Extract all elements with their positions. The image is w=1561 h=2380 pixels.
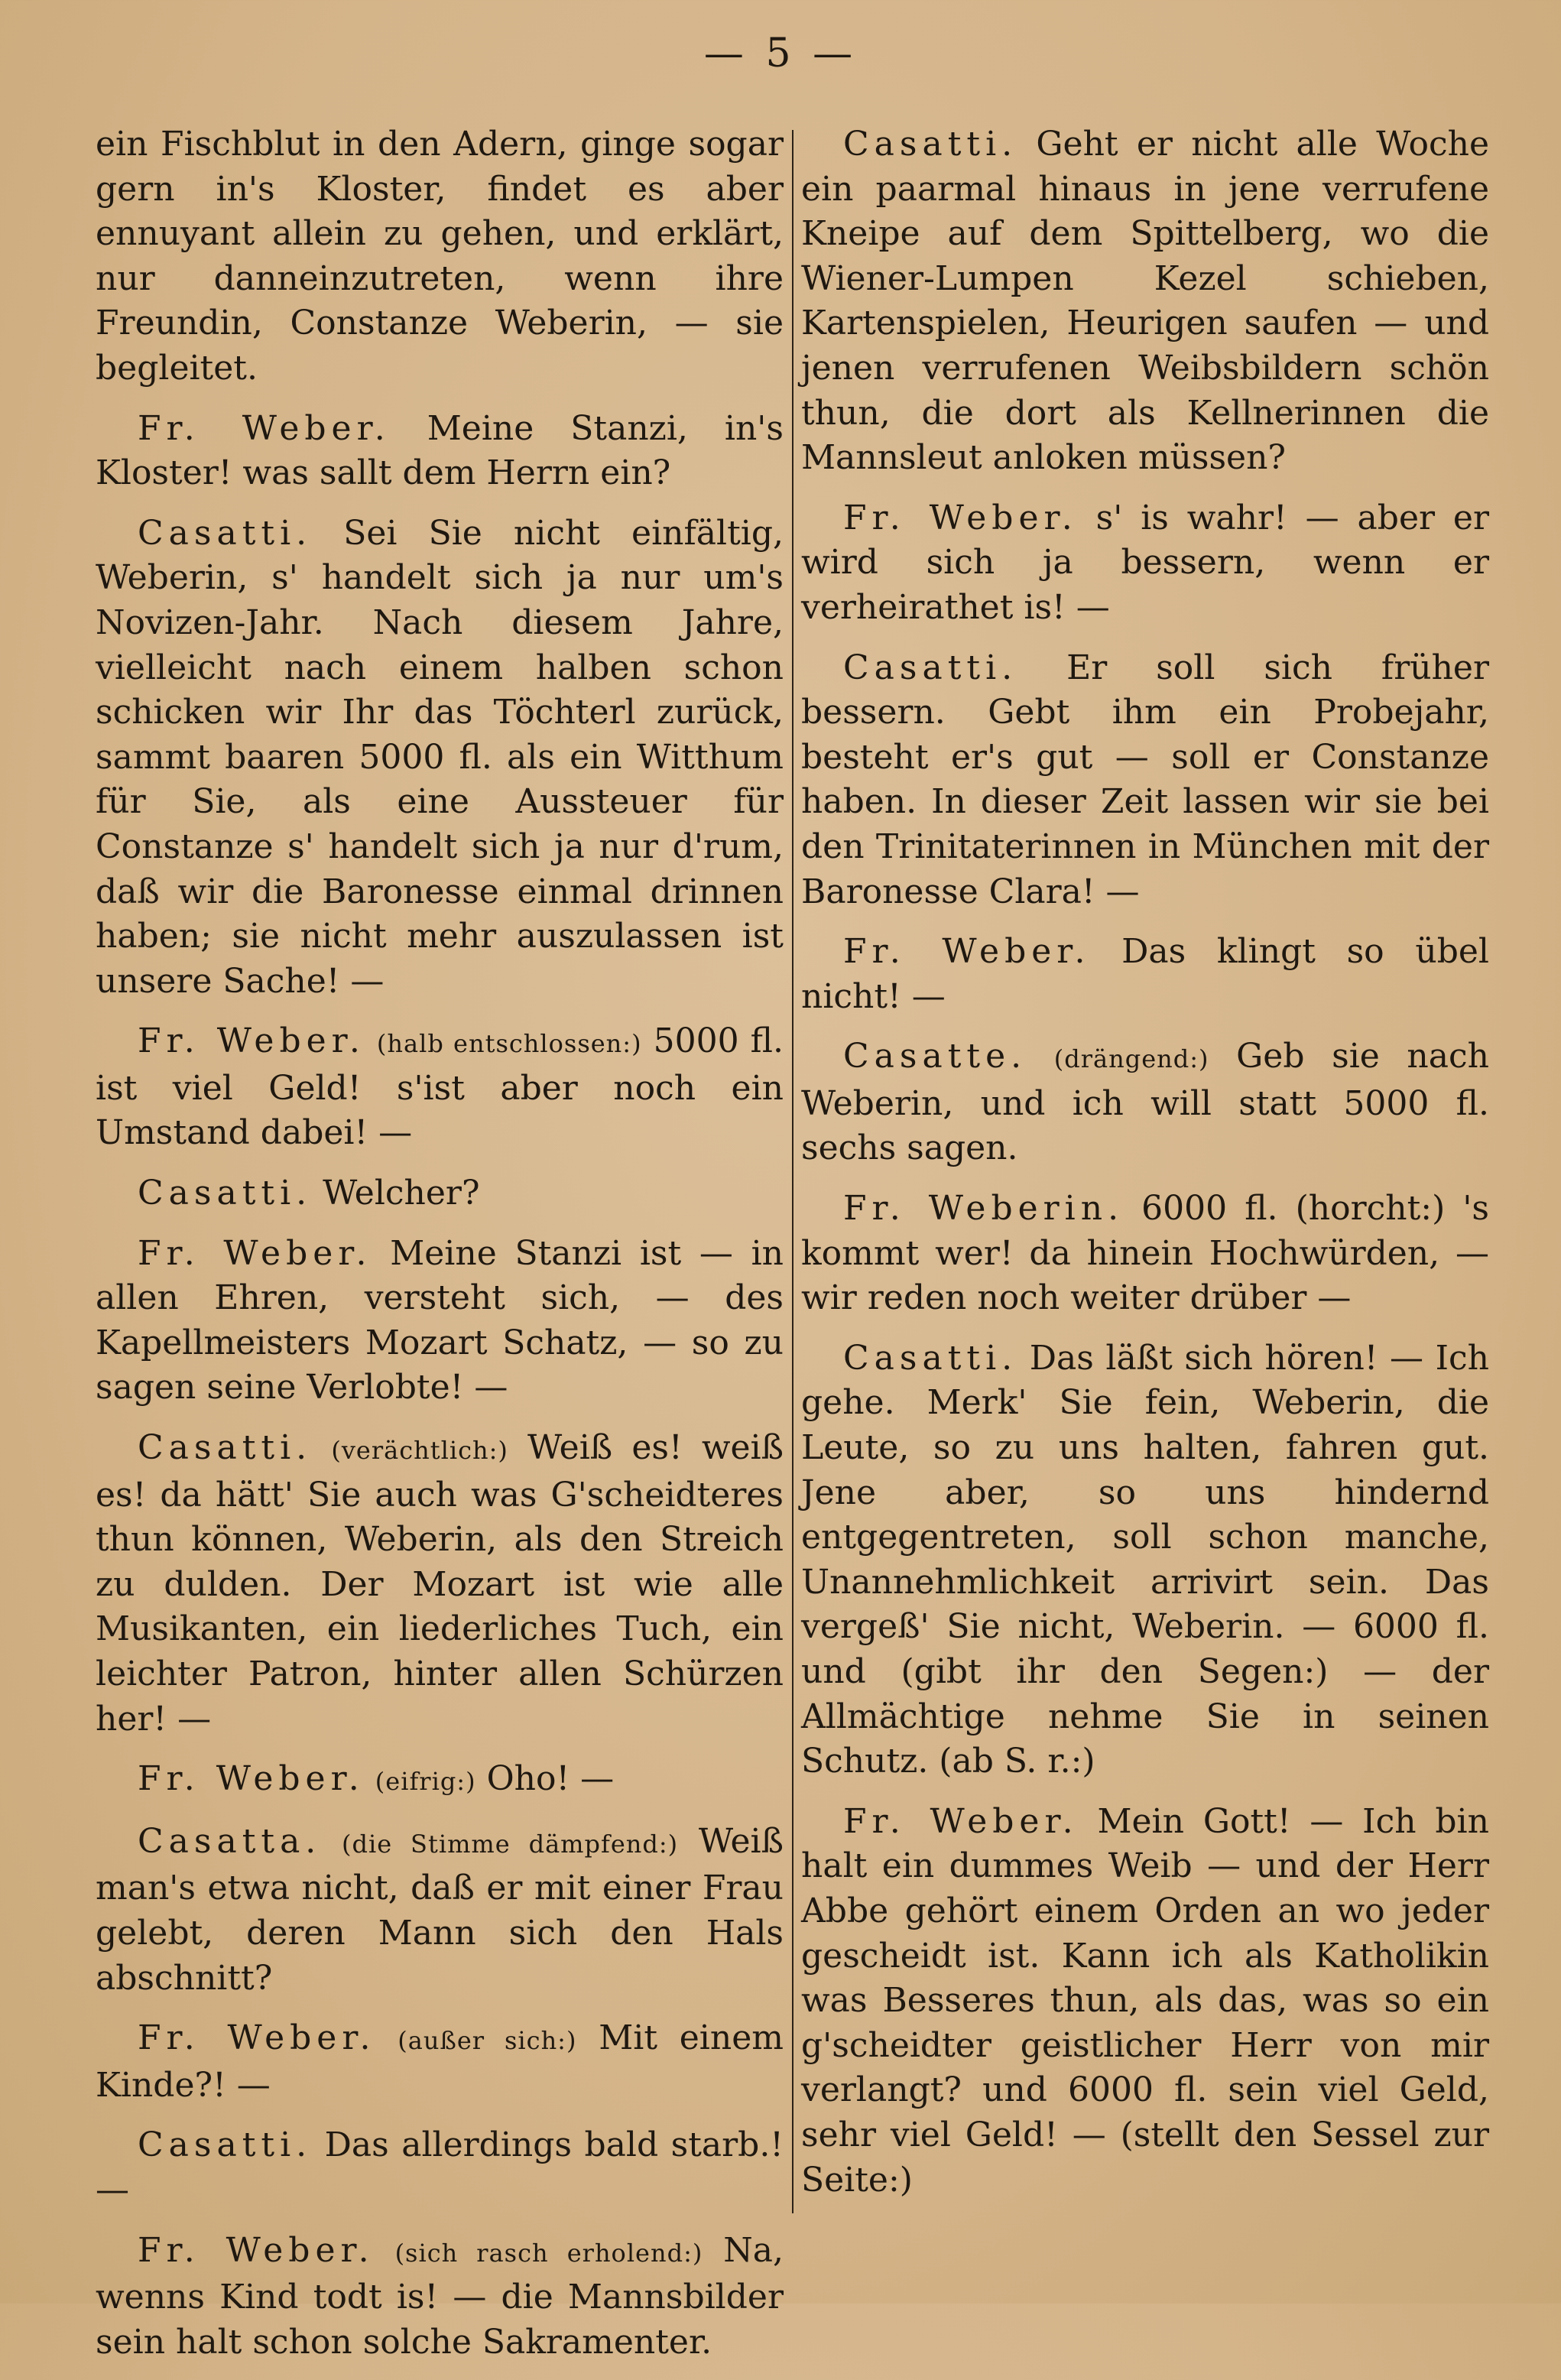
dialogue-paragraph bbox=[96, 1171, 784, 1216]
dialogue-text: Das klingt so übel nicht! — bbox=[801, 932, 1489, 1016]
speaker-name: Casatti. bbox=[138, 513, 313, 553]
speaker-name: Fr. Weber. bbox=[843, 1801, 1079, 1841]
dialogue-paragraph bbox=[96, 1426, 784, 1742]
stage-direction: (außer sich:) bbox=[398, 2026, 577, 2056]
speaker-name: Casatti. bbox=[138, 1174, 313, 1213]
column-divider bbox=[792, 130, 793, 2213]
dialogue-paragraph bbox=[96, 2229, 784, 2365]
dialogue-text: Meine Stanzi ist — in allen Ehren, versteht sich, — des Kapellmeisters Mozart Schatz, — so zu sagen seine Verlobte! — bbox=[96, 1233, 784, 1408]
dialogue-paragraph bbox=[801, 1336, 1489, 1784]
dialogue-paragraph bbox=[801, 930, 1489, 1019]
dialogue-paragraph bbox=[96, 1232, 784, 1411]
dialogue-text: 5000 fl. ist viel Geld! s'ist aber noch ein Umstand dabei! — bbox=[96, 1021, 784, 1153]
dialogue-text: Geht er nicht alle Woche ein paarmal hinaus in jene verrufene Kneipe auf dem Spittelberg, wo die Wiener-Lumpen Kezel schieben, Kartenspielen, Heurigen saufen — und jenen verrufenen Weibsbildern schön thun, die dort als Kellnerinnen die Mannsleut anloken müssen? bbox=[801, 125, 1489, 478]
speaker-name: Fr. Weberin. bbox=[843, 1189, 1125, 1229]
speaker-name: Fr. Weber. bbox=[843, 932, 1091, 972]
dialogue-paragraph bbox=[96, 1820, 784, 2001]
dialogue-paragraph bbox=[801, 1187, 1489, 1321]
dialogue-paragraph bbox=[96, 511, 784, 1005]
speaker-name: Casatti. bbox=[138, 1428, 313, 1468]
speaker-name: Fr. Weber. bbox=[138, 408, 391, 448]
speaker-name: Fr. Weber. bbox=[138, 1759, 365, 1799]
dialogue-paragraph bbox=[96, 407, 784, 496]
dialogue-text: s' is wahr! — aber er wird sich ja bessern, wenn er verheirathet is! — bbox=[801, 498, 1489, 627]
dialogue-paragraph bbox=[96, 2016, 784, 2108]
speaker-name: Fr. Weber. bbox=[843, 498, 1078, 537]
dialogue-text: ein Fischblut in den Adern, ginge sogar gern in's Kloster, findet es aber ennuyant allein zu gehen, und erklärt, nur danneinzutreten, wenn ihre Freundin, Constanze Weberin, — sie begleitet. bbox=[96, 125, 784, 388]
speaker-name: Casatti. bbox=[843, 1338, 1018, 1378]
dialogue-text: Weiß man's etwa nicht, daß er mit einer Frau gelebt, deren Mann sich den Hals abschnitt? bbox=[96, 1821, 784, 1998]
dialogue-paragraph bbox=[801, 122, 1489, 481]
stage-direction: (halb entschlossen:) bbox=[376, 1029, 642, 1059]
left-column bbox=[96, 122, 784, 2380]
speaker-name: Casatte. bbox=[843, 1037, 1027, 1076]
speaker-name: Casatta. bbox=[138, 1821, 322, 1861]
stage-direction: (eifrig:) bbox=[375, 1767, 476, 1797]
dialogue-paragraph bbox=[96, 2123, 784, 2213]
dialogue-paragraph bbox=[96, 1757, 784, 1804]
dialogue-paragraph bbox=[96, 122, 784, 391]
dialogue-text: 6000 fl. (horcht:) 's kommt wer! da hinein Hochwürden, — wir reden noch weiter drüber — bbox=[801, 1189, 1489, 1318]
dialogue-text: Welcher? bbox=[323, 1174, 480, 1213]
speaker-name: Fr. Weber. bbox=[138, 1021, 365, 1061]
dialogue-paragraph bbox=[801, 646, 1489, 915]
dialogue-text: Mit einem Kinde?! — bbox=[96, 2018, 784, 2105]
speaker-name: Fr. Weber. bbox=[138, 1233, 372, 1273]
page-number: — 5 — bbox=[703, 31, 858, 76]
stage-direction: (drängend:) bbox=[1053, 1044, 1209, 1074]
speaker-name: Casatti. bbox=[138, 2125, 313, 2165]
dialogue-text: Weiß es! weiß es! da hätt' Sie auch was G'scheidteres thun können, Weberin, als den Streich zu dulden. Der Mozart ist wie alle Musikanten, ein liederliches Tuch, ein leichter Patron, hinter allen Schürzen her! — bbox=[96, 1428, 784, 1739]
dialogue-paragraph bbox=[801, 496, 1489, 631]
speaker-name: Fr. Weber. bbox=[138, 2018, 376, 2058]
dialogue-text: Na, wenns Kind todt is! — die Mannsbilder sein halt schon solche Sakramenter. bbox=[96, 2230, 784, 2362]
dialogue-text: Meine Stanzi, in's Kloster! was sallt dem Herrn ein? bbox=[96, 408, 784, 493]
stage-direction: (die Stimme dämpfend:) bbox=[342, 1829, 679, 1859]
speaker-name: Fr. Weber. bbox=[138, 2230, 375, 2270]
dialogue-paragraph bbox=[96, 1019, 784, 1156]
dialogue-text: Mein Gott! — Ich bin halt ein dummes Weib — und der Herr Abbe gehört einem Orden an wo jeder gescheidt ist. Kann ich als Katholikin was Besseres thun, als das, was so ein g'scheidter geistlicher Herr von mir verlangt? und 6000 fl. sein viel Geld, sehr viel Geld! — (stellt den Sessel zur Seite:) bbox=[801, 1801, 1489, 2200]
speaker-name: Casatti. bbox=[843, 648, 1018, 687]
dialogue-text: Geb sie nach Weberin, und ich will statt 5000 fl. sechs sagen. bbox=[801, 1037, 1489, 1168]
speaker-name: Casatti. bbox=[843, 125, 1018, 164]
dialogue-paragraph bbox=[801, 1800, 1489, 2203]
stage-direction: (sich rasch erholend:) bbox=[394, 2238, 703, 2268]
dialogue-text: Er soll sich früher bessern. Gebt ihm ein Probejahr, besteht er's gut — soll er Constanze haben. In dieser Zeit lassen wir sie bei den Trinitaterinnen in München mit der Baronesse Clara! — bbox=[801, 648, 1489, 911]
right-column bbox=[801, 122, 1489, 2218]
dialogue-text: Oho! — bbox=[486, 1759, 615, 1799]
dialogue-text: Sei Sie nicht einfältig, Weberin, s' handelt sich ja nur um's Novizen-Jahr. Nach diesem Jahre, vielleicht nach einem halben schon schicken wir Ihr das Töchterl zurück, sammt baaren 5000 fl. als ein Witthum für Sie, als eine Aussteuer für Constanze s' handelt sich ja nur d'rum, daß wir die Baronesse einmal drinnen haben; sie nicht mehr auszulassen ist unsere Sache! — bbox=[96, 513, 784, 1001]
stage-direction: (verächtlich:) bbox=[331, 1436, 508, 1466]
dialogue-paragraph bbox=[801, 1034, 1489, 1171]
dialogue-text: Das läßt sich hören! — Ich gehe. Merk' Sie fein, Weberin, die Leute, so zu uns halten, fahren gut. Jene aber, so uns hindernd entgegentreten, soll schon manche, Unannehmlichkeit arrivirt sein. Das vergeß' Sie nicht, Weberin. — 6000 fl. und (gibt ihr den Segen:) — der Allmächtige nehme Sie in seinen Schutz. (ab S. r.:) bbox=[801, 1338, 1489, 1781]
dialogue-text: Das allerdings bald starb.! — bbox=[96, 2125, 784, 2210]
